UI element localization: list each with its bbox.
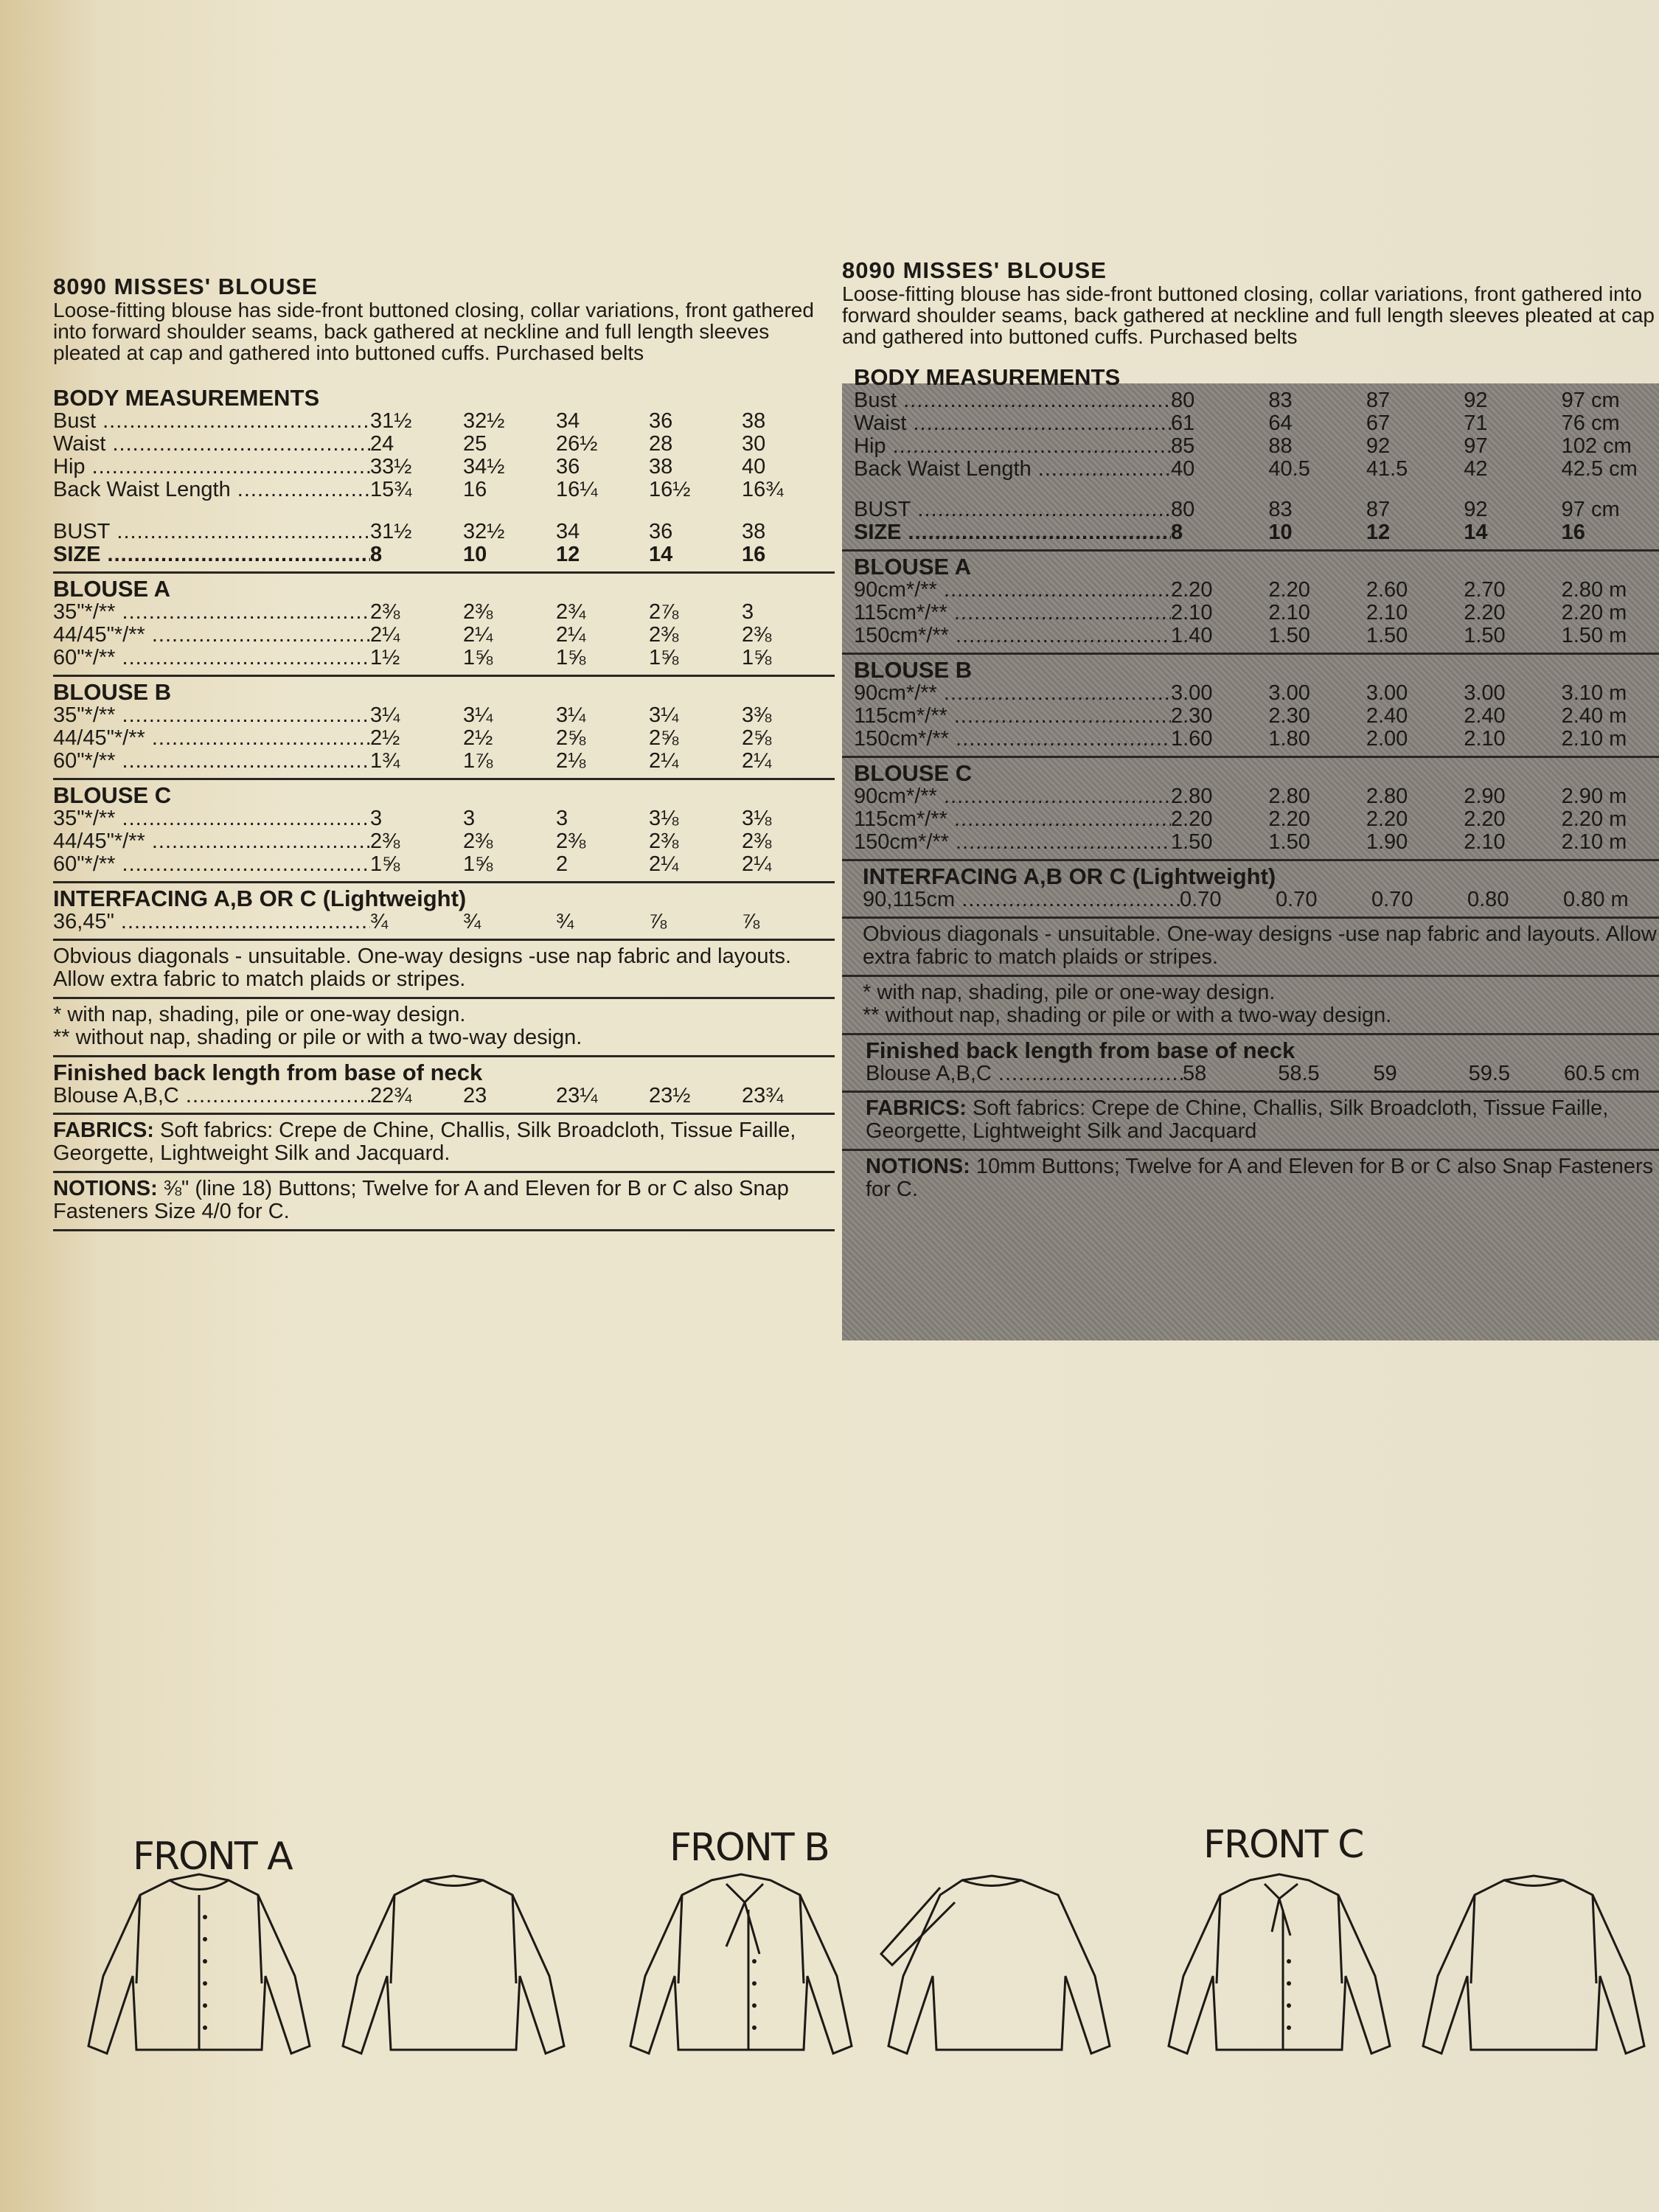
metric-bust-size: BUST ..... 80 83 87 92 97 cm SIZE ..... 8 10 12 14 16: [842, 493, 1659, 552]
metric-notions-note: NOTIONS: 10mm Buttons; Twelve for A and Eleven for B or C also Snap Fasteners for C.: [866, 1155, 1654, 1201]
metric-pattern-description: Loose-fitting blouse has side-front buttoned closing, collar variations, front gathered into forward shoulder seams, back gathered at neckline and full length sleeves pleated at cap and gathered into buttoned cuffs. Purchased belts: [842, 282, 1655, 348]
blouse-a-back-drawing: [335, 1865, 571, 2079]
metric-nap-notes: * with nap, shading, pile or one-way design. ** without nap, shading or pile or with a two-way design.: [842, 977, 1659, 1035]
front-a-label: FRONT A: [133, 1834, 292, 1879]
back-waist-row: Back Waist Length ..... 15¾ 16 16¼ 16½ 16¾: [53, 478, 835, 501]
bust-row-2: BUST ..... 31½ 32½ 34 36 38: [53, 520, 835, 543]
body-measurements-section: [53, 383, 835, 507]
waist-row: Waist ..... 24 25 26½ 28 30: [53, 432, 835, 455]
blouse-c-front-drawing: [1161, 1865, 1397, 2079]
metric-blouse-b: BLOUSE B 90cm*/** ..... 3.00 3.00 3.00 3.00 3.10 m 115cm*/** ..... 2.30 2.30 2.40 2.40 2.40 m 150cm*/** ..... 1.60 1.80 2.00 2.10 2.10 m: [842, 655, 1659, 758]
notions-note: NOTIONS: ⅜" (line 18) Buttons; Twelve for A and Eleven for B or C also Snap Fasteners Size 4/0 for C.: [53, 1173, 835, 1231]
finished-length-section: Finished back length from base of neck Blouse A,B,C ..... 22¾ 23 23¼ 23½ 23¾: [53, 1057, 835, 1115]
metric-diagonals-note: Obvious diagonals - unsuitable. One-way designs -use nap fabric and layouts. Allow extra fabric to match plaids or stripes.: [842, 919, 1659, 977]
nap-notes: * with nap, shading, pile or one-way design. ** without nap, shading or pile or with a two-way design.: [53, 999, 835, 1057]
blouse-c-section: BLOUSE C 35"*/** ..... 3 3 3 3⅛ 3⅛ 44/45"*/** ..... 2⅜ 2⅜ 2⅜ 2⅜ 2⅜ 60"*/** ..... 1⅝ 1⅝ 2 2¼ 2¼: [53, 780, 835, 883]
metric-blouse-c: BLOUSE C 90cm*/** ..... 2.80 2.80 2.80 2.90 2.90 m 115cm*/** ..... 2.20 2.20 2.20 2.20 2.20 m 150cm*/** ..... 1.50 1.50 1.90 2.10 2.10 m: [842, 758, 1659, 861]
hip-row: Hip ..... 33½ 34½ 36 38 40: [53, 455, 835, 478]
pattern-title: 8090 MISSES' BLOUSE: [53, 274, 318, 299]
imperial-panel: [53, 276, 835, 1231]
bust-row: Bust ..... 31½ 32½ 34 36 38: [53, 409, 835, 432]
metric-finished-length: Finished back length from base of neck Blouse A,B,C ..... 58 58.5 59 59.5 60.5 cm: [842, 1035, 1659, 1093]
interfacing-section: INTERFACING A,B OR C (Lightweight) 36,45" ..... ¾ ¾ ¾ ⅞ ⅞: [53, 883, 835, 941]
bust-size-section: [53, 515, 835, 574]
pattern-description: Loose-fitting blouse has side-front buttoned closing, collar variations, front gathered into forward shoulder seams, back gathered at neckline and full length sleeves pleated at cap and gathered into buttoned cuffs. Purchased belts: [53, 299, 814, 364]
front-c-label: FRONT C: [1203, 1823, 1363, 1867]
blouse-a-section: BLOUSE A 35"*/** ..... 2⅜ 2⅜ 2¾ 2⅞ 3 44/45"*/** ..... 2¼ 2¼ 2¼ 2⅜ 2⅜ 60"*/** ..... 1½ 1⅝ 1⅝ 1⅝ 1⅝: [53, 574, 835, 677]
diagonals-note: Obvious diagonals - unsuitable. One-way designs -use nap fabric and layouts. Allow extra fabric to match plaids or stripes.: [53, 941, 835, 999]
blouse-c-back-drawing: [1416, 1865, 1652, 2079]
metric-fabrics-note: FABRICS: Soft fabrics: Crepe de Chine, Challis, Silk Broadcloth, Tissue Faille, Georgette, Lightweight Silk and Jacquard: [842, 1093, 1659, 1151]
size-row: SIZE ..... 8 10 12 14 16: [53, 543, 835, 566]
metric-interfacing: INTERFACING A,B OR C (Lightweight) 90,115cm ..... 0.70 0.70 0.70 0.80 0.80 m: [842, 861, 1659, 919]
metric-blouse-a: BLOUSE A 90cm*/** ..... 2.20 2.20 2.60 2.70 2.80 m 115cm*/** ..... 2.10 2.10 2.10 2.20 2.20 m 150cm*/** ..... 1.40 1.50 1.50 1.50 1.50 m: [842, 552, 1659, 655]
blouse-a-front-drawing: [81, 1865, 317, 2079]
metric-body-measurements: BODY MEASUREMENTS Bust ..... 80 83 87 92 97 cm Waist ..... 61 64 67 71 76 cm Hip ..... 85 88 92 97 102 cm Back Waist Length ..... 40 40.5 41.5 42 42.5 cm: [842, 362, 1659, 486]
front-b-label: FRONT B: [669, 1826, 829, 1870]
section-heading: BODY MEASUREMENTS: [53, 385, 320, 411]
blouse-b-back-drawing: [874, 1865, 1117, 2079]
blouse-b-front-drawing: [623, 1865, 859, 2079]
fabrics-note: FABRICS: Soft fabrics: Crepe de Chine, Challis, Silk Broadcloth, Tissue Faille, Georgette, Lightweight Silk and Jacquard.: [53, 1115, 835, 1173]
blouse-b-section: BLOUSE B 35"*/** ..... 3¼ 3¼ 3¼ 3¼ 3⅜ 44/45"*/** ..... 2½ 2½ 2⅝ 2⅝ 2⅝ 60"*/** ..... 1¾ 1⅞ 2⅛ 2¼ 2¼: [53, 677, 835, 780]
bust-values: 31½ 32½ 34 36 38: [370, 408, 766, 433]
metric-panel: [842, 257, 1659, 1207]
metric-pattern-title: 8090 MISSES' BLOUSE: [842, 257, 1107, 283]
